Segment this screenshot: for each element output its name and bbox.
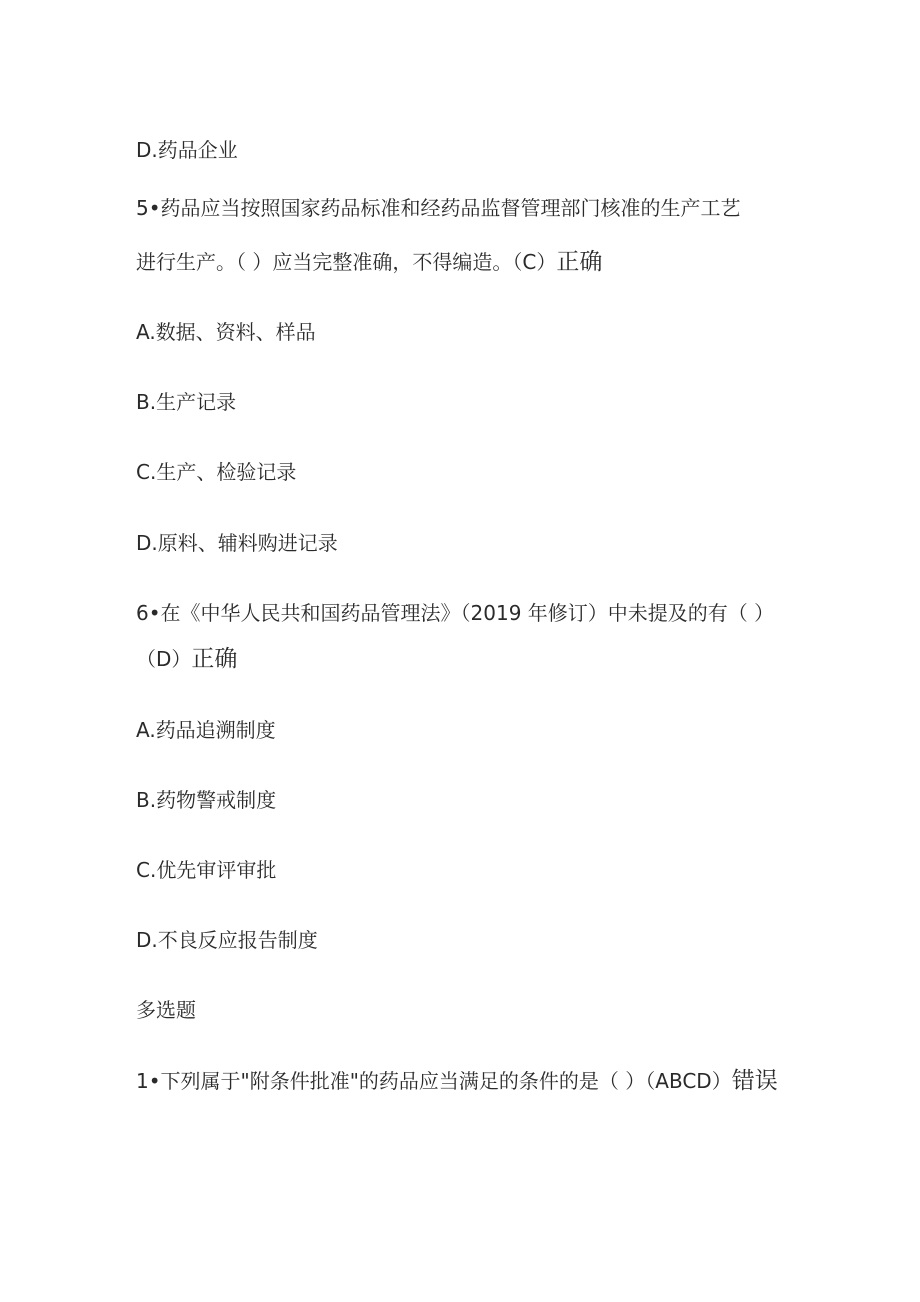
q6-stem-line2 [136, 646, 237, 672]
q5-stem-line1: 5•药品应当按照国家药品标准和经药品监督管理部门核准的生产工艺 [136, 196, 741, 220]
mq1-stem-text: 1•下列属于"附条件批准"的药品应当满足的条件的是（ ）（ABCD） [136, 1069, 732, 1093]
q5-option-c: C.生产、检验记录 [136, 460, 297, 484]
q6-stem-line1: 6•在《中华人民共和国药品管理法》（2019 年修订）中未提及的有（ ） [136, 601, 775, 625]
mq1-stem-line [136, 1068, 778, 1094]
q6-option-a: A.药品追溯制度 [136, 718, 276, 742]
q5-option-a: A.数据、资料、样品 [136, 320, 316, 344]
section-heading: 多选题 [136, 998, 196, 1022]
q6-stem-text: （D） [136, 647, 192, 671]
q6-verdict: 正确 [191, 646, 238, 672]
q5-stem-text: 进行生产。（ ）应当完整准确，不得编造。（C） [136, 250, 557, 274]
q5-option-d: D.原料、辅料购进记录 [136, 531, 338, 555]
q5-option-b: B.生产记录 [136, 390, 237, 414]
q4-option-d: D.药品企业 [136, 138, 238, 162]
q5-verdict: 正确 [556, 249, 603, 275]
q6-option-c: C.优先审评审批 [136, 858, 277, 882]
mq1-verdict: 错误 [731, 1068, 778, 1094]
q5-stem-line2 [136, 249, 602, 275]
q6-option-b: B.药物警戒制度 [136, 788, 277, 812]
q6-option-d: D.不良反应报告制度 [136, 928, 318, 952]
